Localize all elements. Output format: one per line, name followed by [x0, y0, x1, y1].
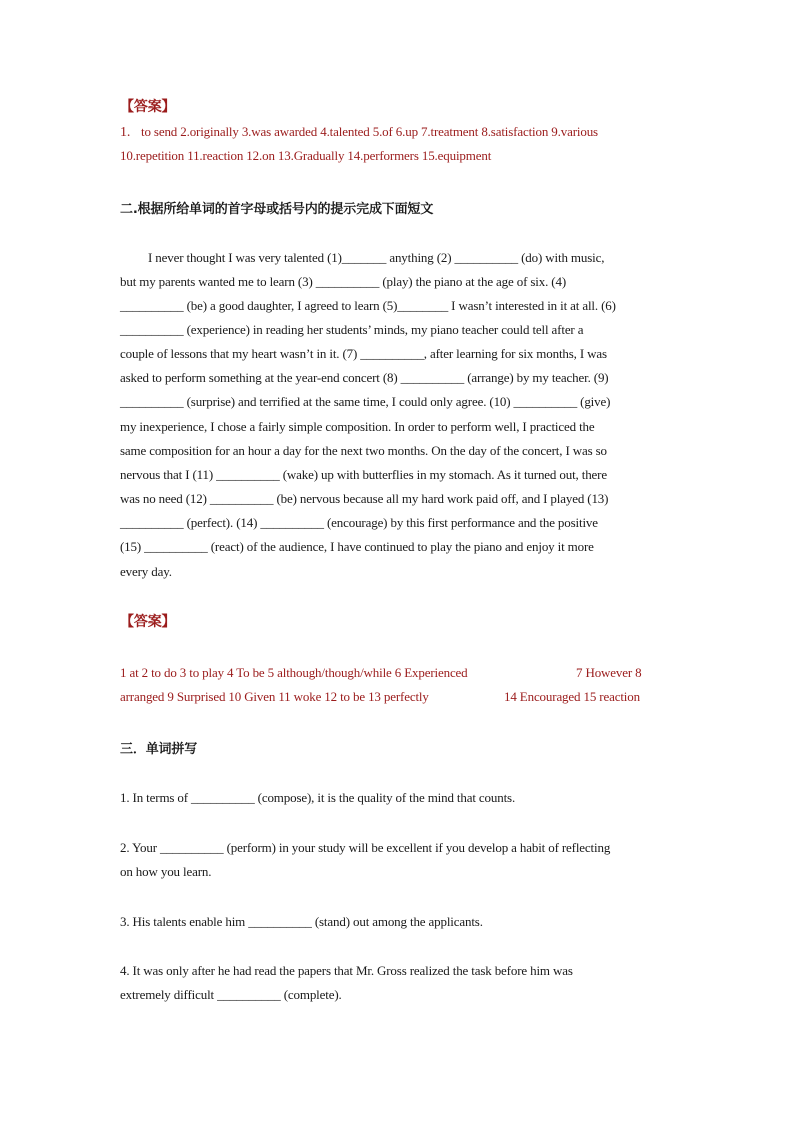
- passage-line: nervous that I (11) __________ (wake) up with butterflies in my stomach. As it turned out, there: [120, 467, 607, 482]
- question-4-line-1: 4. It was only after he had read the papers that Mr. Gross realized the task before him was: [120, 963, 573, 978]
- section-3-heading: 三．单词拼写: [120, 742, 198, 757]
- answer-1-line-2: 10.repetition 11.reaction 12.on 13.Gradually 14.performers 15.equipment: [120, 148, 492, 163]
- section-2-heading: 二.根据所给单词的首字母或括号内的提示完成下面短文: [120, 202, 434, 217]
- passage-line: every day.: [120, 564, 172, 579]
- passage-line: (15) __________ (react) of the audience, I have continued to play the piano and enjoy it more: [120, 539, 594, 554]
- answer-2-line-2a: arranged 9 Surprised 10 Given 11 woke 12 to be 13 perfectly: [120, 689, 429, 704]
- question-3: 3. His talents enable him __________ (stand) out among the applicants.: [120, 914, 483, 929]
- passage-line: my inexperience, I chose a fairly simple composition. In order to perform well, I practiced the: [120, 419, 595, 434]
- answer-2-line-1b: 7 However 8: [576, 665, 642, 680]
- passage-line: I never thought I was very talented (1)_______ anything (2) __________ (do) with music,: [148, 250, 605, 265]
- answer-1-number: 1.: [120, 125, 131, 140]
- passage-line: couple of lessons that my heart wasn’t in it. (7) __________, after learning for six months, I was: [120, 346, 607, 361]
- passage-line: __________ (be) a good daughter, I agreed to learn (5)________ I wasn’t interested in it at all. (6): [120, 298, 616, 313]
- passage-line: __________ (surprise) and terrified at the same time, I could only agree. (10) __________ (give): [120, 394, 611, 409]
- question-2-line-1: 2. Your __________ (perform) in your study will be excellent if you develop a habit of reflecting: [120, 840, 611, 855]
- passage-line: was no need (12) __________ (be) nervous because all my hard work paid off, and I played (13): [120, 491, 609, 506]
- answer-label-2: 【答案】: [120, 614, 176, 630]
- passage-line: __________ (perfect). (14) __________ (encourage) by this first performance and the positive: [120, 515, 598, 530]
- passage-line: same composition for an hour a day for the next two months. On the day of the concert, I was so: [120, 443, 607, 458]
- answer-label-1: 【答案】: [120, 99, 176, 115]
- answer-1-line-1: to send 2.originally 3.was awarded 4.talented 5.of 6.up 7.treatment 8.satisfaction 9.various: [141, 124, 598, 139]
- passage-line: __________ (experience) in reading her students’ minds, my piano teacher could tell after a: [120, 322, 584, 337]
- question-2-line-2: on how you learn.: [120, 864, 212, 879]
- answer-2-line-1a: 1 at 2 to do 3 to play 4 To be 5 although/though/while 6 Experienced: [120, 665, 468, 680]
- question-1: 1. In terms of __________ (compose), it is the quality of the mind that counts.: [120, 790, 516, 805]
- answer-2-line-2b: 14 Encouraged 15 reaction: [504, 689, 640, 704]
- question-4-line-2: extremely difficult __________ (complete).: [120, 987, 342, 1002]
- passage-line: but my parents wanted me to learn (3) __________ (play) the piano at the age of six. (4): [120, 274, 567, 289]
- passage-line: asked to perform something at the year-end concert (8) __________ (arrange) by my teacher. (9): [120, 370, 609, 385]
